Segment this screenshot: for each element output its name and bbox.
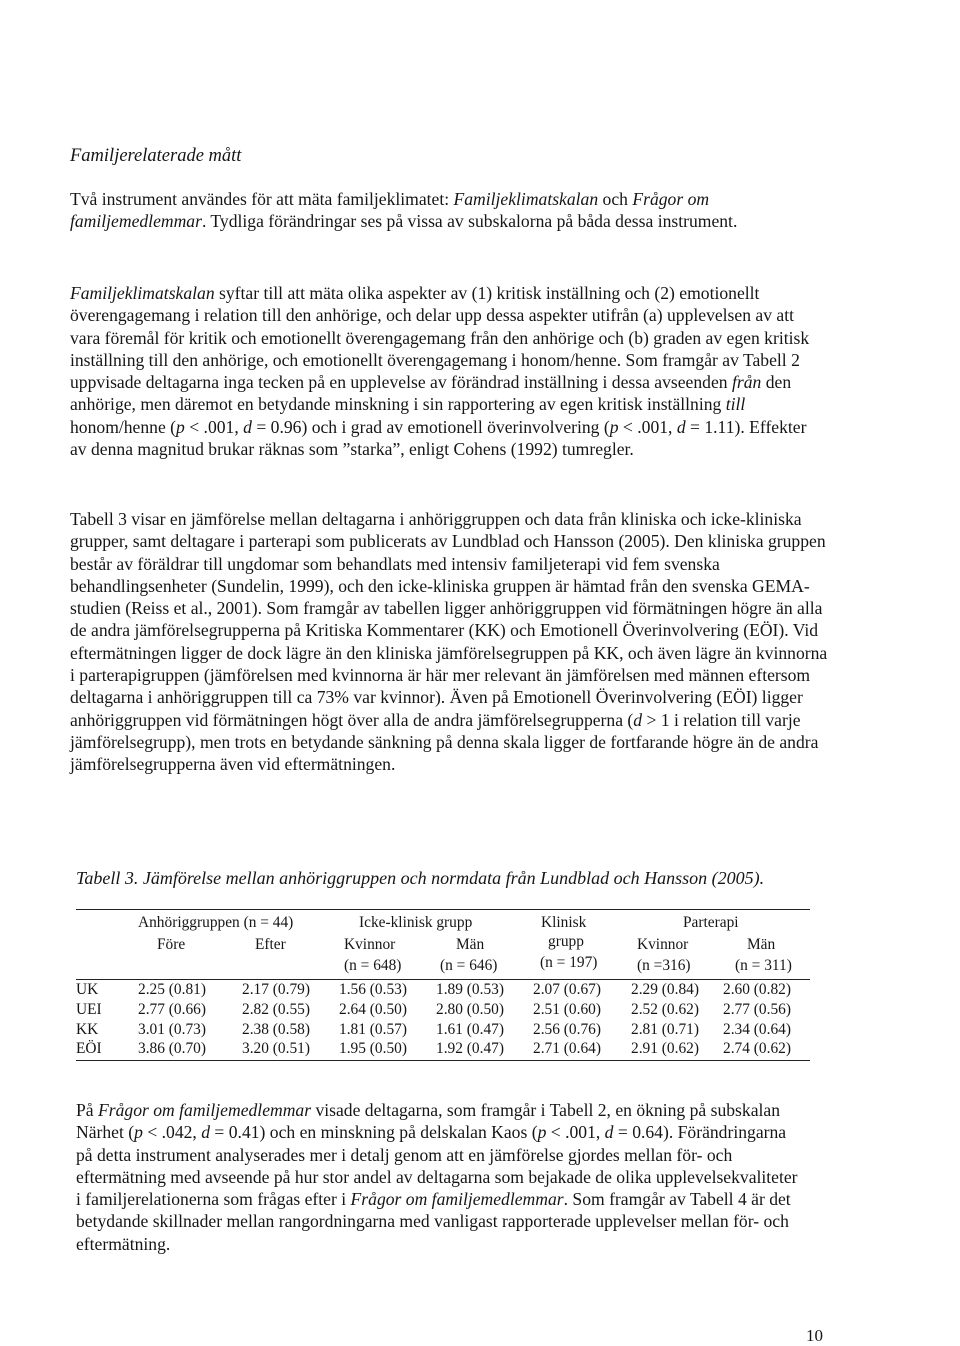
table-cell: 2.81 (0.71) xyxy=(631,1021,699,1038)
table-bottom-rule xyxy=(76,1060,810,1061)
paragraph-tabell-3 xyxy=(70,508,830,776)
sub-header-man: Män xyxy=(456,936,485,953)
row-label: KK xyxy=(76,1021,99,1038)
table-cell: 2.60 (0.82) xyxy=(723,981,791,998)
table-cell: 3.01 (0.73) xyxy=(138,1021,206,1038)
table-cell: 3.86 (0.70) xyxy=(138,1040,206,1057)
text: visade deltagarna, som framgår i Tabell 2, en ökning på subskalan Närhet ( xyxy=(76,1100,781,1143)
text: p xyxy=(176,416,185,437)
text: < .042, xyxy=(142,1122,202,1143)
n-header: (n =316) xyxy=(637,957,691,974)
text: < .001, xyxy=(184,416,244,437)
text: = 0.41) och en minskning på delskalan Kaos ( xyxy=(210,1122,538,1143)
paragraph-instruments xyxy=(70,188,818,233)
table-cell: 2.91 (0.62) xyxy=(631,1040,699,1057)
sub-header-grupp: grupp xyxy=(548,933,584,950)
table-cell: 2.51 (0.60) xyxy=(533,1001,601,1018)
n-header: (n = 648) xyxy=(344,957,402,974)
text: p xyxy=(134,1122,143,1143)
text: d xyxy=(604,1122,614,1143)
table-cell: 2.71 (0.64) xyxy=(533,1040,601,1057)
table-cell: 2.82 (0.55) xyxy=(242,1001,310,1018)
table-cell: 2.52 (0.62) xyxy=(631,1001,699,1018)
sub-header-efter: Efter xyxy=(255,936,286,953)
text: syftar till att mäta olika aspekter av (1) kritisk inställning och (2) emotionellt överengagemang i relation till den anhörige, och delar upp dessa aspekter utifrån (a) upplevelsen av att vara föremål för kritik och emotionellt överengagemang från den anhörige och (b) graden av egen kritisk inställning till den anhörige, och emotionellt överengagemang i honom/henne. Som framgår av Tabell 2 uppvisade deltagarna inga tecken på en upplevelse av förändrad inställning i dessa avseenden xyxy=(70,283,810,393)
table-cell: 2.64 (0.50) xyxy=(339,1001,407,1018)
text: Frågor om familjemedlemmar xyxy=(70,189,710,232)
text: Frågor om familjemedlemmar xyxy=(350,1189,564,1210)
table-cell: 1.89 (0.53) xyxy=(436,981,504,998)
text: d xyxy=(676,416,686,437)
n-header: (n = 646) xyxy=(440,957,498,974)
table-cell: 1.81 (0.57) xyxy=(339,1021,407,1038)
table-cell: 3.20 (0.51) xyxy=(242,1040,310,1057)
table-cell: 1.92 (0.47) xyxy=(436,1040,504,1057)
section-heading: Familjerelaterade mått xyxy=(70,146,242,166)
group-header-anhoriggruppen: Anhöriggruppen (n = 44) xyxy=(138,914,294,931)
table-cell: 1.56 (0.53) xyxy=(339,981,407,998)
text: d xyxy=(633,709,643,730)
group-header-icke-klinisk: Icke-klinisk grupp xyxy=(359,914,473,931)
row-label: UK xyxy=(76,981,99,998)
text: d xyxy=(201,1122,211,1143)
sub-header-fore: Före xyxy=(157,936,186,953)
table-cell: 2.74 (0.62) xyxy=(723,1040,791,1057)
text: den anhörige, men däremot en betydande minskning i sin rapportering av egen kritisk inställning xyxy=(70,372,792,415)
row-label: UEI xyxy=(76,1001,102,1018)
text: till xyxy=(725,394,746,415)
table-cell: 2.80 (0.50) xyxy=(436,1001,504,1018)
text: = 0.96) och i grad av emotionell överinvolvering ( xyxy=(251,416,610,437)
group-header-klinisk: Klinisk xyxy=(541,914,587,931)
text: Två instrument användes för att mäta familjeklimatet: xyxy=(70,189,454,209)
text: På xyxy=(76,1100,98,1120)
group-header-parterapi: Parterapi xyxy=(683,914,739,931)
sub-header-man: Män xyxy=(747,936,776,953)
page-number: 10 xyxy=(806,1326,823,1345)
paragraph-familjeklimatskalan xyxy=(70,282,820,460)
table-caption: Tabell 3. Jämförelse mellan anhöriggruppen och normdata från Lundblad och Hansson (2005). xyxy=(76,868,765,888)
text: Familjeklimatskalan xyxy=(70,283,215,303)
text: = 1.11). Effekter av denna magnitud brukar räknas som ”starka”, enligt Cohens (1992) tumregler. xyxy=(70,416,807,460)
table-cell: 2.77 (0.56) xyxy=(723,1001,791,1018)
text: < .001, xyxy=(546,1122,605,1143)
n-header: (n = 197) xyxy=(540,954,598,971)
text: honom/henne ( xyxy=(70,416,177,437)
sub-header-kvinnor: Kvinnor xyxy=(637,936,689,953)
table-cell: 2.56 (0.76) xyxy=(533,1021,601,1038)
text: . Tydliga förändringar ses på vissa av subskalorna på båda dessa instrument. xyxy=(201,211,738,232)
header-rule xyxy=(76,979,810,980)
table-cell: 1.61 (0.47) xyxy=(436,1021,504,1038)
text: p xyxy=(537,1122,547,1143)
text: = 0.64). Förändringarna på detta instrument analyserades mer i detalj genom att en jämförelse gjordes mellan för- och eftermätning med avseende på hur stor andel av deltagarna som bejakade de olika upplevelsekvaliteter i familjerelationerna som frågas efter i xyxy=(76,1122,798,1210)
text: och xyxy=(598,189,633,209)
text: Tabell 3 visar en jämförelse mellan deltagarna i anhöriggruppen och data från kliniska och icke-kliniska grupper, samt deltagare i parterapi som publicerats av Lundblad och Hansson (2005). Den kliniska gruppen består av föräldrar till ungdomar som behandlats med intensiv familjeterapi vid fem svenska behandlingsenheter (Sundelin, 1999), och den icke-kliniska gruppen är hämtad från den svenska GEMA-studien (Reiss et al., 2001). Som framgår av tabellen ligger anhöriggruppen vid förmätningen högre än alla de andra jämförelsegrupperna på Kritiska Kommentarer (KK) och Emotionell Överinvolvering (EÖI). Vid eftermätningen ligger de dock lägre än den kliniska jämförelsegruppen på KK, och även lägre än kvinnorna i parterapigruppen (jämförelsen med kvinnorna är här mer relevant än jämförelsen med männen eftersom deltagarna i anhöriggruppen till ca 73% var kvinnor). Även på Emotionell Överinvolvering (EÖI) ligger anhöriggruppen vid förmätningen högt över alla de andra jämförelsegrupperna ( xyxy=(70,509,828,730)
text: > 1 i relation till varje jämförelsegrupp), men trots en betydande sänkning på denna skala ligger de fortfarande högre än de andra jämförelsegrupperna även vid eftermätningen. xyxy=(70,709,819,775)
table-cell: 2.07 (0.67) xyxy=(533,981,601,998)
text: p xyxy=(609,416,619,437)
text: Familjeklimatskalan xyxy=(453,189,599,209)
text: från xyxy=(731,372,762,393)
table-cell: 2.34 (0.64) xyxy=(723,1021,791,1038)
table-cell: 1.95 (0.50) xyxy=(339,1040,407,1057)
paragraph-fragor-om-familjemedlemmar xyxy=(76,1099,806,1255)
table-cell: 2.77 (0.66) xyxy=(138,1001,206,1018)
table-cell: 2.38 (0.58) xyxy=(242,1021,310,1038)
row-label: EÖI xyxy=(76,1040,102,1057)
table-cell: 2.25 (0.81) xyxy=(138,981,206,998)
sub-header-kvinnor: Kvinnor xyxy=(344,936,396,953)
table-cell: 2.17 (0.79) xyxy=(242,981,310,998)
text: . Som framgår av Tabell 4 är det betydande skillnader mellan rangordningarna med vanligast rapporterade upplevelser mellan för- och eftermätning. xyxy=(76,1189,791,1254)
table-cell: 2.29 (0.84) xyxy=(631,981,699,998)
n-header: (n = 311) xyxy=(735,957,792,974)
text: d xyxy=(243,416,252,437)
text: < .001, xyxy=(618,416,677,437)
table-top-rule xyxy=(76,909,810,910)
text: Frågor om familjemedlemmar xyxy=(98,1100,312,1120)
